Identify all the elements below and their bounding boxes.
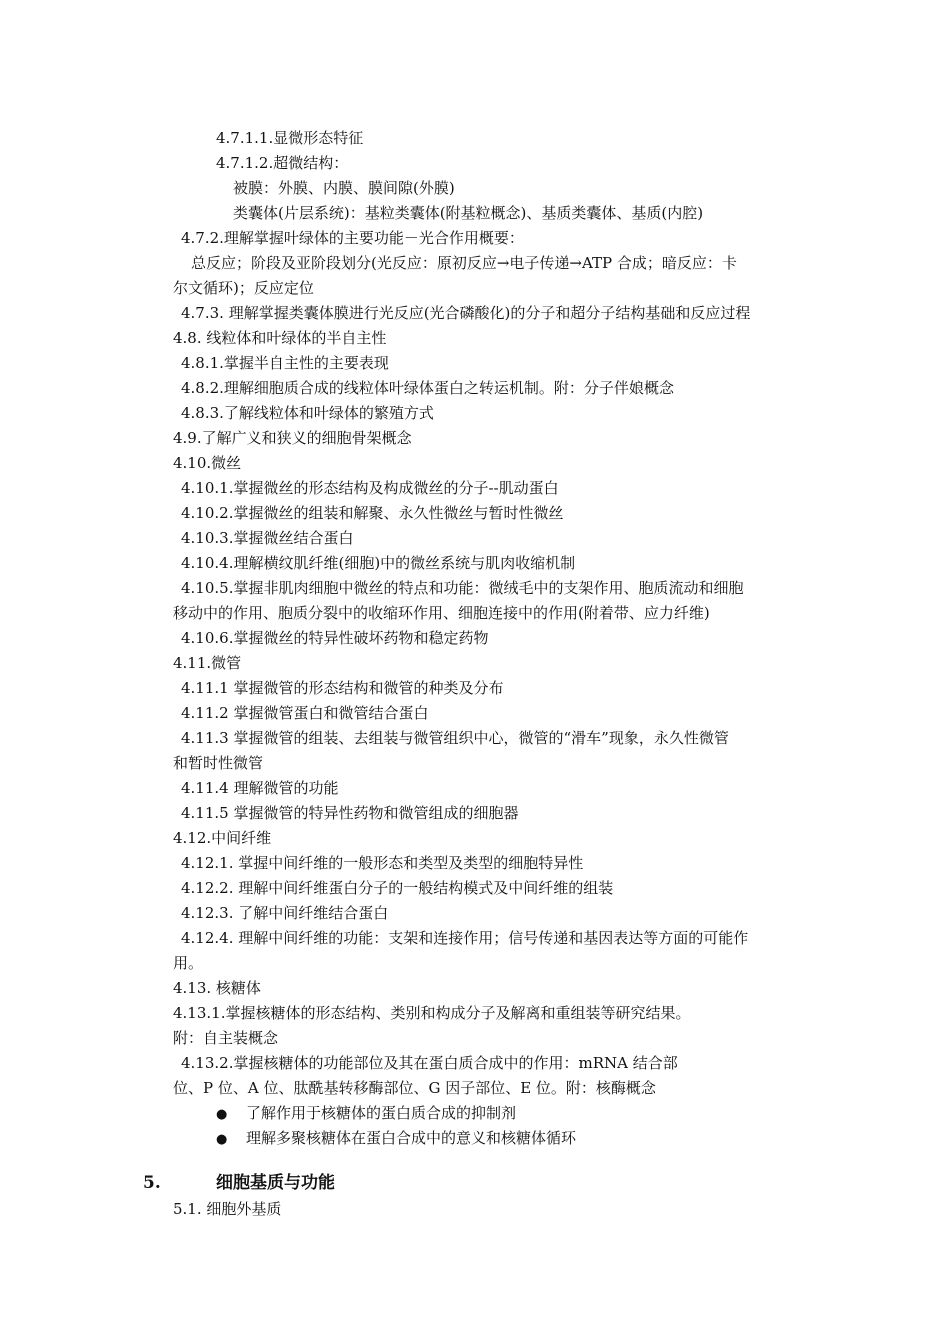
text-line: 4.7.1.2.超微结构： (216, 154, 349, 172)
chapter-number: 5. (143, 1173, 161, 1193)
text-line: 4.7.1.1.显微形态特征 (216, 129, 364, 147)
section-title: 4.13. 核糖体 (173, 979, 261, 997)
text-line: 4.13.2.掌握核糖体的功能部位及其在蛋白质合成中的作用：mRNA 结合部 (181, 1054, 678, 1072)
text-line: 被膜：外膜、内膜、膜间隙(外膜) (233, 179, 455, 197)
chapter-title: 细胞基质与功能 (216, 1173, 335, 1193)
text-line: 4.8.2.理解细胞质合成的线粒体叶绿体蛋白之转运机制。附：分子伴娘概念 (181, 379, 674, 397)
text-line: 4.11.3 掌握微管的组装、去组装与微管组织中心，微管的“滑车”现象，永久性微管 (181, 729, 729, 747)
text-line: 4.7.3. 理解掌握类囊体膜进行光反应(光合磷酸化)的分子和超分子结构基础和反应过程 (181, 304, 751, 322)
text-line: 附：自主装概念 (173, 1029, 279, 1047)
bullet-item (0, 1126, 950, 1151)
text-line: 4.8.1.掌握半自主性的主要表现 (181, 354, 389, 372)
text-line: 4.10.1.掌握微丝的形态结构及构成微丝的分子--肌动蛋白 (181, 479, 559, 497)
section-title: 4.12.中间纤维 (173, 829, 272, 847)
bullet-text: 了解作用于核糖体的蛋白质合成的抑制剂 (246, 1104, 517, 1122)
section-title: 5.1. 细胞外基质 (173, 1200, 282, 1218)
text-line: 和暂时性微管 (173, 754, 264, 772)
section-title: 4.9.了解广义和狭义的细胞骨架概念 (173, 429, 412, 447)
bullet-item (0, 1101, 950, 1126)
bullet-text: 理解多聚核糖体在蛋白合成中的意义和核糖体循环 (246, 1129, 577, 1147)
text-line: 用。 (173, 954, 204, 972)
text-line: 4.12.4. 理解中间纤维的功能：支架和连接作用；信号传递和基因表达等方面的可能作 (181, 929, 749, 947)
text-line: 总反应；阶段及亚阶段划分(光反应：原初反应→电子传递→ATP 合成；暗反应：卡 (191, 254, 737, 272)
text-line: 类囊体(片层系统)：基粒类囊体(附基粒概念)、基质类囊体、基质(内腔) (233, 204, 704, 222)
bullet-icon: ● (216, 1132, 228, 1147)
text-line: 4.7.2.理解掌握叶绿体的主要功能－光合作用概要： (181, 229, 524, 247)
chapter-heading (0, 1169, 950, 1197)
text-line: 4.10.3.掌握微丝结合蛋白 (181, 529, 354, 547)
text-line: 4.10.2.掌握微丝的组装和解聚、永久性微丝与暂时性微丝 (181, 504, 564, 522)
section-title: 4.8. 线粒体和叶绿体的半自主性 (173, 329, 387, 347)
bullet-icon: ● (216, 1107, 228, 1122)
text-line: 4.12.1. 掌握中间纤维的一般形态和类型及类型的细胞特异性 (181, 854, 584, 872)
text-line: 尔文循环)；反应定位 (173, 279, 314, 297)
text-line: 4.11.1 掌握微管的形态结构和微管的种类及分布 (181, 679, 504, 697)
section-title: 4.10.微丝 (173, 454, 242, 472)
text-line: 位、P 位、A 位、肽酰基转移酶部位、G 因子部位、E 位。附：核酶概念 (173, 1079, 656, 1097)
text-line: 4.12.2. 理解中间纤维蛋白分子的一般结构模式及中间纤维的组装 (181, 879, 614, 897)
text-line: 4.10.5.掌握非肌肉细胞中微丝的特点和功能：微绒毛中的支架作用、胞质流动和细胞 (181, 579, 744, 597)
text-line: 4.10.6.掌握微丝的特异性破坏药物和稳定药物 (181, 629, 489, 647)
text-line: 4.11.5 掌握微管的特异性药物和微管组成的细胞器 (181, 804, 519, 822)
document-body (0, 126, 950, 1222)
text-line: 4.11.2 掌握微管蛋白和微管结合蛋白 (181, 704, 429, 722)
text-line: 4.13.1.掌握核糖体的形态结构、类别和构成分子及解离和重组装等研究结果。 (173, 1004, 691, 1022)
text-line: 4.10.4.理解横纹肌纤维(细胞)中的微丝系统与肌肉收缩机制 (181, 554, 576, 572)
text-line: 4.11.4 理解微管的功能 (181, 779, 339, 797)
text-line: 移动中的作用、胞质分裂中的收缩环作用、细胞连接中的作用(附着带、应力纤维) (173, 604, 710, 622)
text-line: 4.8.3.了解线粒体和叶绿体的繁殖方式 (181, 404, 434, 422)
text-line: 4.12.3. 了解中间纤维结合蛋白 (181, 904, 389, 922)
section-title: 4.11.微管 (173, 654, 242, 672)
